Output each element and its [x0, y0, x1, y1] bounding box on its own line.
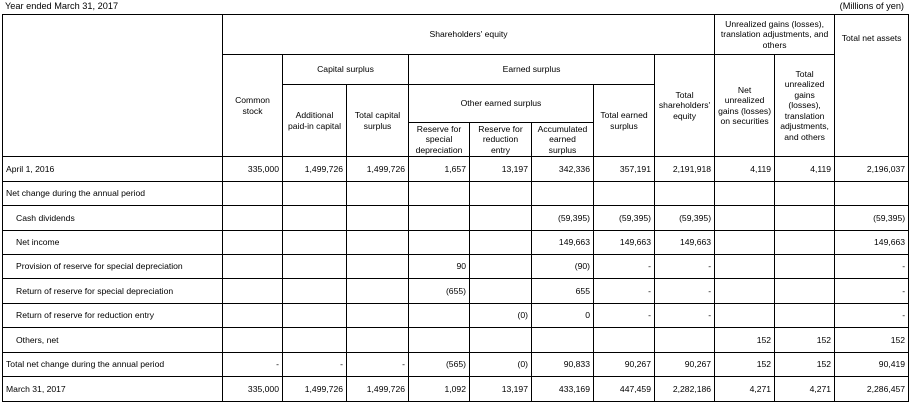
cell-value: -: [835, 254, 909, 278]
table-row: [3, 230, 909, 254]
cell-value: -: [655, 279, 715, 303]
row-label: Return of reserve for special depreciation: [3, 279, 223, 303]
cell-value: 13,197: [470, 157, 532, 182]
cell-value: -: [223, 352, 283, 377]
cell-value: [223, 206, 283, 230]
table-row: [3, 303, 909, 327]
header-accumulated-earned-surplus: Accumulated earned surplus: [532, 123, 594, 157]
cell-value: (565): [409, 352, 470, 377]
cell-value: 1,499,726: [347, 377, 409, 402]
cell-value: 1,499,726: [283, 157, 347, 182]
table-row: [3, 377, 909, 402]
table-row: [3, 279, 909, 303]
header-reserve-special-depreciation: Reserve for special depreciation: [409, 123, 470, 157]
period-caption: Year ended March 31, 2017: [5, 1, 119, 11]
cell-value: 4,271: [775, 377, 835, 402]
header-total-earned-surplus: Total earned surplus: [594, 85, 655, 157]
cell-value: [715, 230, 775, 254]
row-label: Cash dividends: [3, 206, 223, 230]
cell-value: [283, 206, 347, 230]
cell-value: 1,092: [409, 377, 470, 402]
cell-value: [347, 279, 409, 303]
cell-value: [283, 303, 347, 327]
cell-value: 4,119: [715, 157, 775, 182]
row-label: Net income: [3, 230, 223, 254]
cell-value: [775, 279, 835, 303]
cell-value: [409, 230, 470, 254]
cell-value: [655, 181, 715, 206]
row-label: Return of reserve for reduction entry: [3, 303, 223, 327]
header-earned-surplus: Earned surplus: [409, 55, 655, 85]
cell-value: 90,267: [655, 352, 715, 377]
header-common-stock: Common stock: [223, 55, 283, 157]
cell-value: -: [594, 279, 655, 303]
table-row: [3, 254, 909, 278]
cell-value: 335,000: [223, 157, 283, 182]
cell-value: [409, 328, 470, 352]
cell-value: [347, 303, 409, 327]
cell-value: [775, 181, 835, 206]
cell-value: [775, 230, 835, 254]
cell-value: [347, 328, 409, 352]
cell-value: (655): [409, 279, 470, 303]
cell-value: (59,395): [835, 206, 909, 230]
table-row: [3, 157, 909, 182]
cell-value: [470, 254, 532, 278]
cell-value: [775, 206, 835, 230]
cell-value: [223, 254, 283, 278]
cell-value: [470, 328, 532, 352]
cell-value: (59,395): [594, 206, 655, 230]
cell-value: 2,282,186: [655, 377, 715, 402]
unit-caption: (Millions of yen): [839, 1, 904, 11]
header-total-unrealized: Total unrealized gains (losses), translation adjustments, and others: [775, 55, 835, 157]
cell-value: [835, 181, 909, 206]
statement-of-changes-table: [2, 14, 909, 402]
cell-value: 149,663: [594, 230, 655, 254]
cell-value: [347, 181, 409, 206]
row-label: Total net change during the annual period: [3, 352, 223, 377]
cell-value: 90,267: [594, 352, 655, 377]
cell-value: 655: [532, 279, 594, 303]
cell-value: 2,286,457: [835, 377, 909, 402]
table-row: [3, 352, 909, 377]
cell-value: 149,663: [532, 230, 594, 254]
table-body: [3, 157, 909, 402]
cell-value: [594, 328, 655, 352]
cell-value: 1,657: [409, 157, 470, 182]
cell-value: [283, 230, 347, 254]
cell-value: 152: [775, 328, 835, 352]
header-blank: [3, 15, 223, 55]
cell-value: 152: [775, 352, 835, 377]
cell-value: [283, 279, 347, 303]
cell-value: -: [594, 254, 655, 278]
cell-value: [470, 279, 532, 303]
cell-value: 152: [715, 328, 775, 352]
cell-value: -: [835, 303, 909, 327]
header-total-capital-surplus: Total capital surplus: [347, 85, 409, 157]
cell-value: (0): [470, 352, 532, 377]
cell-value: [409, 303, 470, 327]
cell-value: -: [835, 279, 909, 303]
cell-value: [409, 181, 470, 206]
row-label: Provision of reserve for special depreciation: [3, 254, 223, 278]
cell-value: [283, 328, 347, 352]
cell-value: 1,499,726: [347, 157, 409, 182]
cell-value: [715, 254, 775, 278]
cell-value: [409, 206, 470, 230]
row-label: Net change during the annual period: [3, 181, 223, 206]
cell-value: [715, 181, 775, 206]
cell-value: 0: [532, 303, 594, 327]
cell-value: 1,499,726: [283, 377, 347, 402]
header-net-unrealized-securities: Net unrealized gains (losses) on securities: [715, 55, 775, 157]
cell-value: (59,395): [532, 206, 594, 230]
cell-value: [775, 303, 835, 327]
header-unrealized-group: Unrealized gains (losses), translation adjustments, and others: [715, 15, 835, 55]
header-shareholders-equity: Shareholders' equity: [223, 15, 715, 55]
cell-value: [283, 254, 347, 278]
cell-value: [715, 303, 775, 327]
cell-value: -: [347, 352, 409, 377]
cell-value: 4,271: [715, 377, 775, 402]
row-label: April 1, 2016: [3, 157, 223, 182]
cell-value: [655, 328, 715, 352]
cell-value: 149,663: [835, 230, 909, 254]
cell-value: -: [594, 303, 655, 327]
row-label: Others, net: [3, 328, 223, 352]
cell-value: [715, 206, 775, 230]
row-label: March 31, 2017: [3, 377, 223, 402]
cell-value: [470, 230, 532, 254]
cell-value: 90,833: [532, 352, 594, 377]
cell-value: 90: [409, 254, 470, 278]
cell-value: 90,419: [835, 352, 909, 377]
cell-value: -: [283, 352, 347, 377]
header-reserve-reduction-entry: Reserve for reduction entry: [470, 123, 532, 157]
header-additional-paid-in: Additional paid-in capital: [283, 85, 347, 157]
cell-value: 152: [835, 328, 909, 352]
cell-value: [715, 279, 775, 303]
cell-value: [347, 254, 409, 278]
cell-value: [775, 254, 835, 278]
cell-value: 2,196,037: [835, 157, 909, 182]
cell-value: (90): [532, 254, 594, 278]
cell-value: 149,663: [655, 230, 715, 254]
cell-value: [347, 230, 409, 254]
cell-value: [223, 328, 283, 352]
header-total-shareholders-equity: Total shareholders' equity: [655, 55, 715, 157]
cell-value: [223, 303, 283, 327]
cell-value: [223, 279, 283, 303]
header-capital-surplus: Capital surplus: [283, 55, 409, 85]
cell-value: [532, 328, 594, 352]
header-total-net-assets: Total net assets: [835, 15, 909, 157]
cell-value: 4,119: [775, 157, 835, 182]
cell-value: 433,169: [532, 377, 594, 402]
header-other-earned-surplus: Other earned surplus: [409, 85, 594, 123]
cell-value: [470, 206, 532, 230]
table-row: [3, 206, 909, 230]
cell-value: 2,191,918: [655, 157, 715, 182]
cell-value: [532, 181, 594, 206]
cell-value: (59,395): [655, 206, 715, 230]
cell-value: [223, 181, 283, 206]
cell-value: (0): [470, 303, 532, 327]
cell-value: [223, 230, 283, 254]
cell-value: [594, 181, 655, 206]
cell-value: [283, 181, 347, 206]
cell-value: [347, 206, 409, 230]
cell-value: 152: [715, 352, 775, 377]
cell-value: 335,000: [223, 377, 283, 402]
cell-value: 342,336: [532, 157, 594, 182]
table-row: [3, 181, 909, 206]
cell-value: -: [655, 303, 715, 327]
cell-value: 13,197: [470, 377, 532, 402]
cell-value: [470, 181, 532, 206]
table-row: [3, 328, 909, 352]
cell-value: 357,191: [594, 157, 655, 182]
cell-value: 447,459: [594, 377, 655, 402]
cell-value: -: [655, 254, 715, 278]
